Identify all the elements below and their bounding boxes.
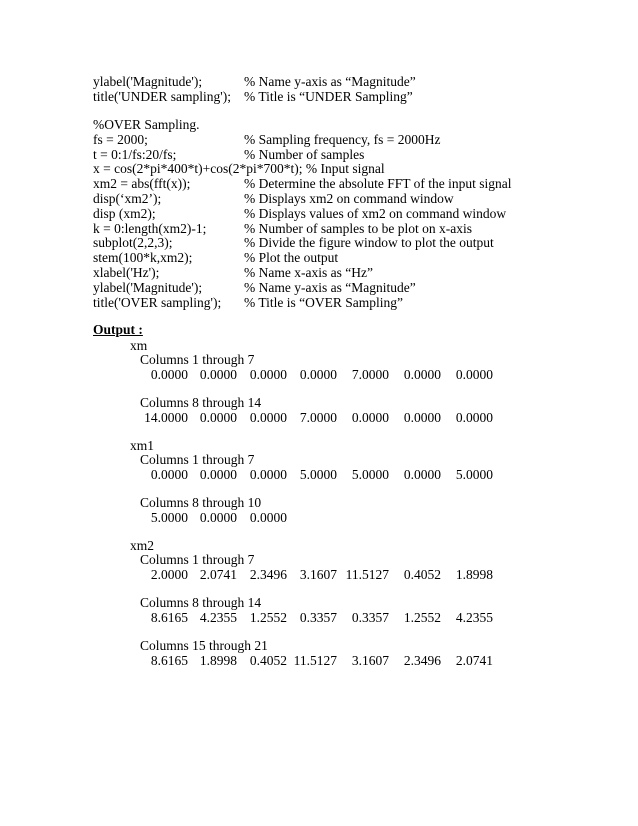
matrix-value: 0.0000 (403, 467, 441, 482)
code-comment: % Displays values of xm2 on command window (244, 205, 507, 221)
matrix-value: 2.3496 (249, 567, 287, 582)
columns-header: Columns 1 through 7 (140, 552, 255, 567)
columns-header: Columns 1 through 7 (140, 352, 255, 367)
matrix-value: 7.0000 (299, 410, 337, 425)
matrix-value: 2.0741 (455, 653, 493, 668)
columns-header: Columns 8 through 14 (140, 595, 262, 610)
code-line: x = cos(2*pi*400*t)+cos(2*pi*700*t); % Input signal (93, 161, 385, 177)
matrix-value: 4.2355 (455, 610, 493, 625)
matrix-value: 4.2355 (199, 610, 237, 625)
matrix-value: 11.5127 (345, 567, 389, 582)
matrix-value: 0.0000 (150, 467, 188, 482)
matrix-value: 0.0000 (403, 367, 441, 382)
matrix-value: 0.3357 (351, 610, 389, 625)
matrix-value: 0.0000 (299, 367, 337, 382)
matrix-value: 7.0000 (351, 367, 389, 382)
matrix-value: 2.0741 (199, 567, 237, 582)
matrix-value: 5.0000 (455, 467, 493, 482)
matrix-value: 1.2552 (249, 610, 287, 625)
values-row (144, 610, 495, 625)
matrix-value: 1.2552 (403, 610, 441, 625)
code-line: title('UNDER sampling'); (93, 88, 231, 104)
matrix-value: 0.4052 (403, 567, 441, 582)
columns-header: Columns 1 through 7 (140, 452, 255, 467)
columns-header: Columns 15 through 21 (140, 638, 268, 653)
code-line: title('OVER sampling'); (93, 294, 222, 310)
code-comment: % Number of samples (244, 146, 365, 162)
matrix-value: 0.0000 (455, 410, 493, 425)
code-line: xlabel('Hz'); (93, 265, 160, 280)
values-row (144, 367, 495, 382)
code-line: t = 0:1/fs:20/fs; (93, 146, 177, 162)
code-comment: % Number of samples to be plot on x-axis (244, 220, 472, 236)
output-variable-name: xm1 (130, 438, 155, 453)
matrix-value: 14.0000 (144, 410, 188, 425)
matrix-value: 0.0000 (199, 367, 237, 382)
matrix-value: 0.0000 (199, 510, 237, 525)
matrix-value: 5.0000 (150, 510, 188, 525)
code-line: subplot(2,2,3); (93, 235, 173, 251)
code-comment: % Plot the output (244, 250, 339, 266)
matrix-value: 0.0000 (199, 467, 237, 482)
code-line: ylabel('Magnitude'); (93, 74, 203, 89)
code-line: xm2 = abs(fft(x)); (93, 176, 191, 192)
matrix-value: 8.6165 (150, 653, 188, 668)
matrix-value: 1.8998 (455, 567, 493, 582)
code-comment: % Title is “UNDER Sampling” (244, 88, 413, 104)
values-row (144, 653, 495, 668)
matrix-value: 3.1607 (351, 653, 389, 668)
code-comment: % Sampling frequency, fs = 2000Hz (244, 131, 441, 147)
output-heading: Output : (93, 322, 143, 337)
matrix-value: 0.0000 (403, 410, 441, 425)
columns-header: Columns 8 through 10 (140, 495, 262, 510)
matrix-value: 8.6165 (150, 610, 188, 625)
code-line: k = 0:length(xm2)-1; (93, 220, 207, 236)
code-comment: % Displays xm2 on command window (244, 191, 454, 206)
code-comment: % Divide the figure window to plot the output (244, 235, 494, 251)
values-row (144, 410, 495, 425)
matrix-value: 0.0000 (150, 367, 188, 382)
code-line: ylabel('Magnitude'); (93, 279, 203, 295)
matrix-value: 0.0000 (249, 410, 287, 425)
matrix-value: 2.0000 (150, 567, 188, 582)
matrix-value: 0.0000 (249, 467, 287, 482)
matrix-value: 0.0000 (351, 410, 389, 425)
code-line: stem(100*k,xm2); (93, 250, 193, 266)
code-line: fs = 2000; (93, 131, 148, 147)
matrix-value: 2.3496 (403, 653, 441, 668)
values-row (144, 467, 495, 482)
columns-header: Columns 8 through 14 (140, 395, 262, 410)
section-title: %OVER Sampling. (93, 117, 200, 132)
output-variable-name: xm2 (130, 538, 155, 553)
values-row (144, 567, 495, 582)
matrix-value: 11.5127 (293, 653, 337, 668)
code-comment: % Determine the absolute FFT of the input signal (244, 176, 512, 192)
values-row (144, 510, 289, 525)
code-comment: % Name y-axis as “Magnitude” (244, 279, 416, 295)
matrix-value: 3.1607 (299, 567, 337, 582)
code-line: disp (xm2); (93, 205, 156, 221)
matrix-value: 5.0000 (351, 467, 389, 482)
code-comment: % Name y-axis as “Magnitude” (244, 74, 416, 89)
matrix-value: 0.0000 (249, 367, 287, 382)
matrix-value: 0.0000 (249, 510, 287, 525)
code-comment: % Name x-axis as “Hz” (244, 265, 373, 280)
matrix-value: 5.0000 (299, 467, 337, 482)
matrix-value: 1.8998 (199, 653, 237, 668)
matrix-value: 0.3357 (299, 610, 337, 625)
matrix-value: 0.0000 (455, 367, 493, 382)
matrix-value: 0.4052 (249, 653, 287, 668)
code-comment: % Title is “OVER Sampling” (244, 294, 404, 310)
matrix-value: 0.0000 (199, 410, 237, 425)
output-variable-name: xm (130, 338, 148, 353)
code-line: disp(‘xm2’); (93, 191, 162, 206)
